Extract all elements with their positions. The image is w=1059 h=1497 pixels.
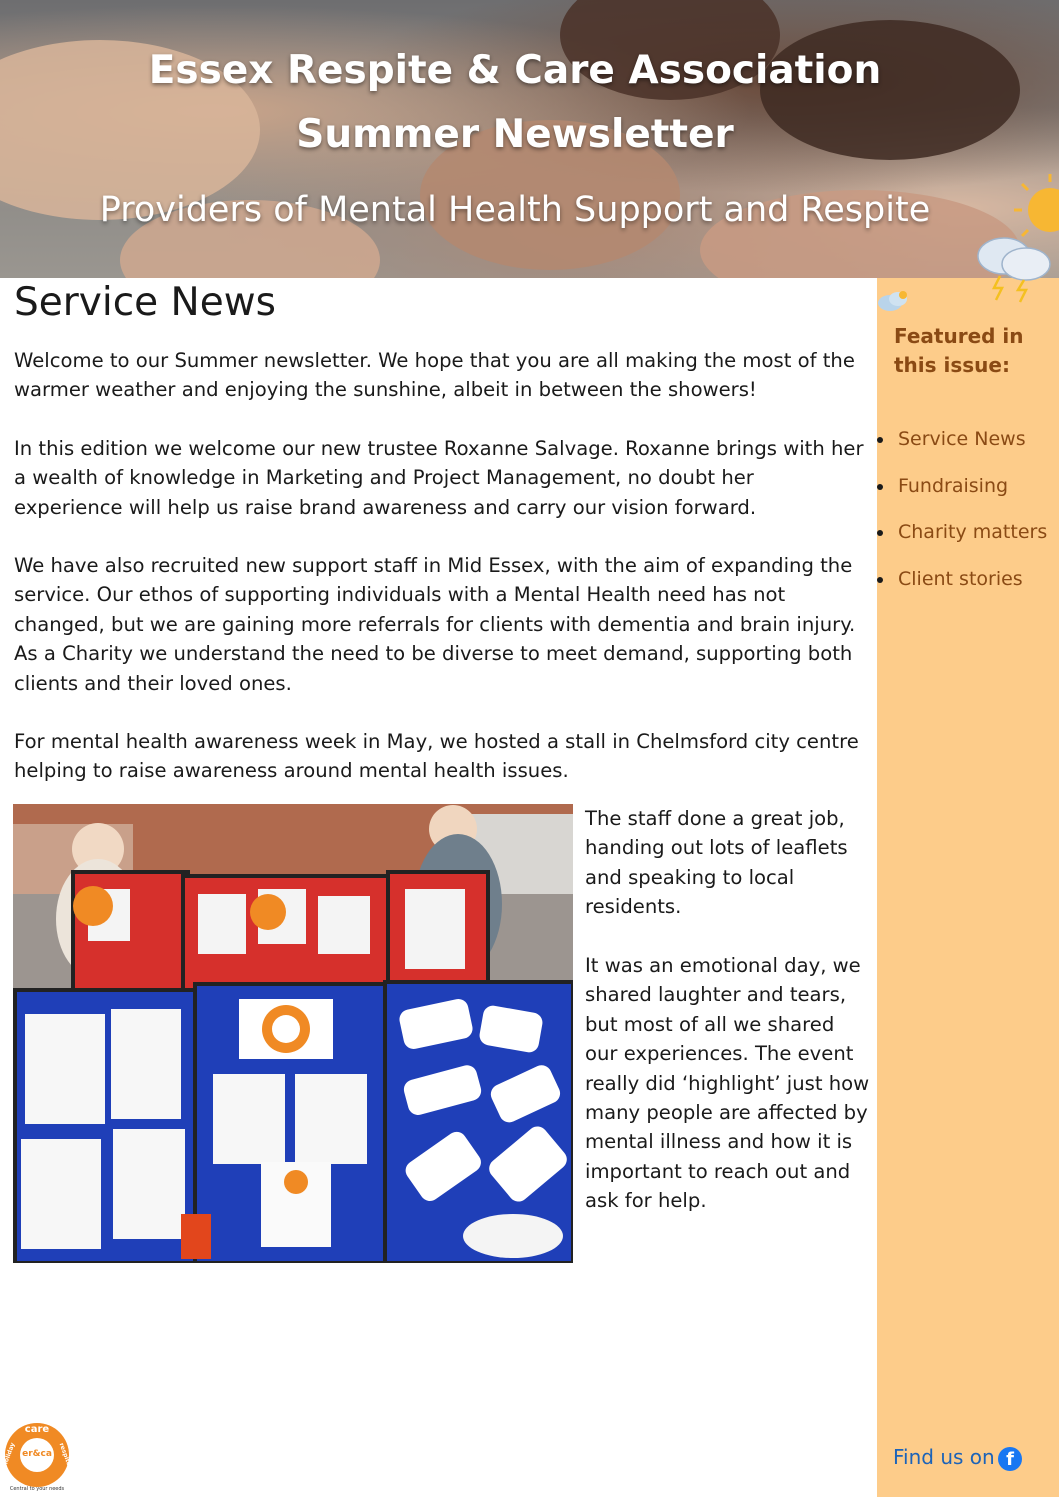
- stall-photo: [13, 804, 573, 1263]
- featured-heading: Featured in this issue:: [894, 324, 1024, 377]
- header-banner: [0, 0, 1059, 278]
- featured-item-charity-matters: Charity matters: [898, 518, 1047, 565]
- sun-cloud-weather-icon: [970, 172, 1059, 307]
- find-us-link[interactable]: Find us on: [893, 1445, 995, 1469]
- featured-item-fundraising: Fundraising: [898, 472, 1047, 519]
- awareness-paragraph: For mental health awareness week in May, we hosted a stall in Chelmsford city centre helping to raise awareness around mental health issues.: [14, 730, 859, 783]
- staff-paragraph: We have also recruited new support staff in Mid Essex, with the aim of expanding the service. Our ethos of supporting individuals with a Mental Health need has not changed, but we are gaining more referrals for clients with dementia and brain injury. As a Charity we understand the need to be diverse to meet demand, supporting both clients and their loved ones.: [14, 554, 856, 695]
- logo-word-left: holiday: [1, 1441, 17, 1468]
- logo-tagline: Central to your needs: [9, 1486, 65, 1492]
- logo-word-right: respite: [57, 1442, 73, 1467]
- facebook-icon[interactable]: f: [998, 1447, 1022, 1471]
- newsletter-title-line2: Summer Newsletter: [296, 112, 734, 157]
- erca-logo: [2, 1418, 72, 1494]
- small-cloud-icon: [876, 287, 912, 315]
- logo-center-text: er&ca: [22, 1449, 52, 1459]
- newsletter-subtitle: Providers of Mental Health Support and Respite: [99, 190, 931, 230]
- section-title: Service News: [14, 280, 276, 325]
- featured-list: [898, 425, 1047, 612]
- featured-item-service-news: Service News: [898, 425, 1047, 472]
- featured-item-client-stories: Client stories: [898, 565, 1047, 612]
- trustee-paragraph: In this edition we welcome our new trustee Roxanne Salvage. Roxanne brings with her a wealth of knowledge in Marketing and Project Management, no doubt her experience will help us raise brand awareness and carry our vision forward.: [14, 437, 864, 519]
- intro-paragraph: Welcome to our Summer newsletter. We hope that you are all making the most of the warmer weather and enjoying the sunshine, albeit in between the showers!: [14, 349, 855, 402]
- newsletter-title-line1: Essex Respite & Care Association: [148, 48, 882, 93]
- emotional-day-paragraph: It was an emotional day, we shared laughter and tears, but most of all we shared our experiences. The event really did ‘highlight’ just how many people are affected by mental illness and how it is important to reach out and ask for help.: [585, 954, 870, 1213]
- staff-job-paragraph: The staff done a great job, handing out lots of leaflets and speaking to local residents.: [585, 807, 848, 919]
- logo-word-top: care: [24, 1424, 50, 1435]
